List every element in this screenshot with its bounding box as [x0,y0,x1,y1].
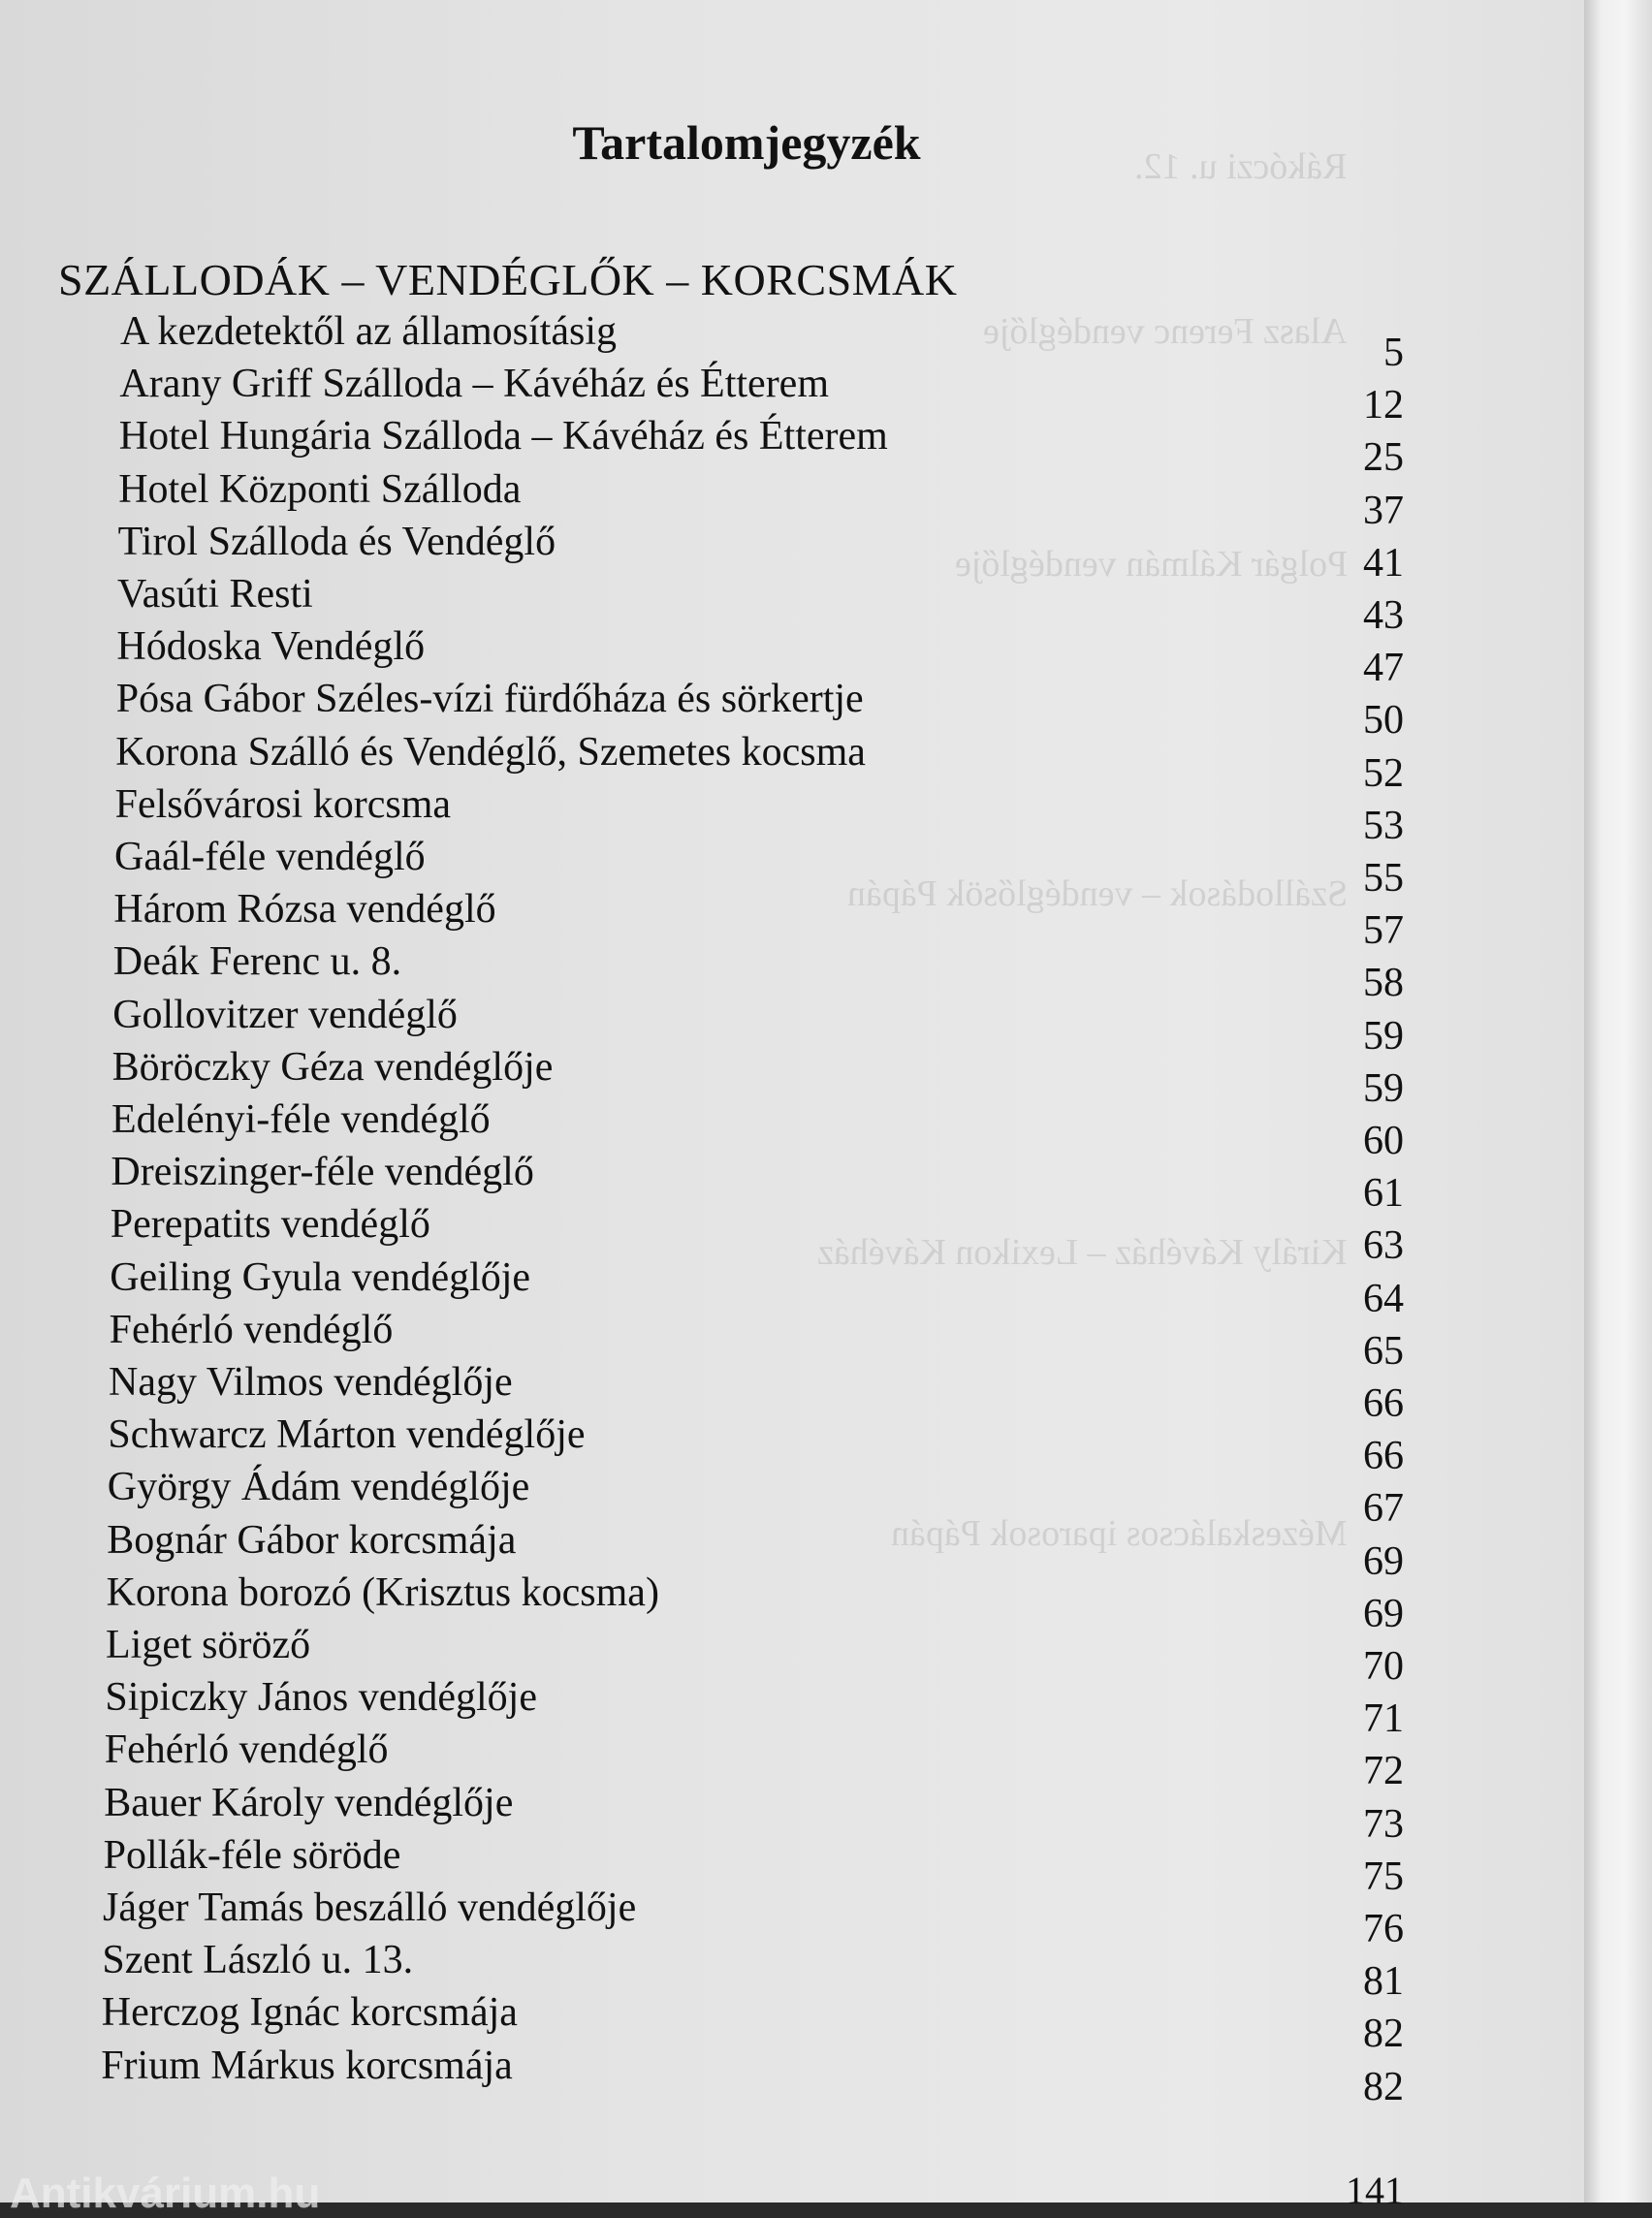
toc-entry-page: 70 [1363,1644,1404,1689]
toc-entry-page: 47 [1363,646,1404,691]
toc-entry-title: György Ádám vendéglője [107,1465,530,1510]
bleed-through-text: Alasz Ferenc vendéglője [983,311,1348,352]
toc-entry-page: 59 [1363,1013,1404,1059]
toc-entry-page: 60 [1363,1119,1404,1163]
toc-entry-page: 65 [1363,1328,1404,1374]
toc-entry-page: 66 [1363,1381,1404,1426]
toc-entry-page: 76 [1363,1907,1404,1951]
toc-entry-title: Schwarcz Márton vendéglője [108,1412,586,1458]
toc-entry-page: 52 [1363,750,1404,796]
toc-entry-page: 12 [1363,383,1404,428]
bleed-through-text: Király Kávéház – Lexikon Kávéház [817,1232,1348,1273]
toc-entry-title: Felsővárosi korcsma [114,781,452,827]
toc-entry-title: Edelényi-féle vendéglő [111,1097,491,1142]
toc-entry-page: 61 [1363,1171,1404,1217]
toc-entry-page: 63 [1363,1223,1404,1269]
toc-entry-title: Liget söröző [106,1623,311,1667]
toc-entry-title: Korona borozó (Krisztus kocsma) [106,1569,659,1615]
toc-entry-title: Szent László u. 13. [102,1938,414,1983]
toc-entry-title: Három Rózsa vendéglő [113,887,496,933]
toc-entry-title: Bauer Károly vendéglője [104,1780,514,1825]
toc-entry-page: 58 [1363,961,1404,1006]
toc-entry-title: Hódoska Vendéglő [116,624,426,670]
page-edge [1584,0,1652,2202]
toc-entry-title: Perepatits vendéglő [110,1202,430,1248]
toc-entry-page: 41 [1363,540,1404,586]
bleed-through-text: Rákóczi u. 12. [1134,146,1348,187]
toc-entry-page: 71 [1363,1696,1404,1742]
bleed-through-text: Polgár Kálmán vendéglője [954,544,1348,585]
toc-entry-page: 82 [1363,2064,1404,2109]
toc-entry-title: Vasúti Resti [117,572,313,617]
toc-entry-title: Dreiszinger-féle vendéglő [111,1150,534,1195]
toc-entry-page: 5 [1383,331,1404,375]
toc-entry-page: 69 [1363,1591,1404,1636]
toc-entry-title: Geiling Gyula vendéglője [110,1254,531,1300]
toc-entry-page: 43 [1363,593,1404,638]
toc-entry-page: 55 [1363,856,1404,901]
toc-entry-title: Pollák-féle söröde [103,1832,401,1878]
toc-entry-page: 82 [1363,2012,1404,2057]
toc-entry-title: Jáger Tamás beszálló vendéglője [103,1885,637,1930]
toc-entry-title: Tirol Szálloda és Vendéglő [117,519,556,564]
toc-entry-title: A kezdetektől az államosításig [120,309,617,354]
toc-entry-title: Arany Griff Szálloda – Kávéház és Étterem [119,362,829,407]
toc-entry-page: 37 [1363,488,1404,533]
toc-entry-page: 81 [1363,1959,1404,2005]
toc-entry-title: Korona Szálló és Vendéglő, Szemetes kocsma [115,729,866,775]
toc-entry-page: 64 [1363,1276,1404,1321]
page-number: 141 [1346,2169,1404,2212]
toc-entry-title: Pósa Gábor Széles-vízi fürdőháza és sörkertje [115,677,864,722]
toc-entry-title: Böröczky Géza vendéglője [111,1044,554,1090]
toc-entry-title: Gaál-féle vendéglő [114,835,426,879]
toc-entry-page: 73 [1363,1801,1404,1847]
toc-entry-page: 66 [1363,1434,1404,1479]
toc-entry-title: Deák Ferenc u. 8. [112,939,402,985]
toc-entry-page: 69 [1363,1538,1404,1584]
toc-entry-page: 67 [1363,1486,1404,1532]
page-title: Tartalomjegyzék [572,115,921,170]
toc-entry-title: Nagy Vilmos vendéglője [109,1360,513,1405]
toc-entry-page: 75 [1363,1854,1404,1899]
bleed-through-text: Mézeskalácsos iparosok Pápán [891,1513,1348,1554]
section-heading: SZÁLLODÁK – VENDÉGLŐK – KORCSMÁK [58,255,958,304]
toc-entry-page: 25 [1363,435,1404,481]
bleed-through-text: Szállodások – vendéglősök Pápán [846,873,1348,914]
toc-entry-title: Frium Márkus korcsmája [101,2043,513,2088]
toc-entry-title: Bognár Gábor korcsmája [107,1517,517,1563]
toc-entry-page: 72 [1363,1749,1404,1794]
watermark: Antikvárium.hu [10,2170,321,2217]
toc-entry-title: Fehérló vendéglő [109,1307,394,1352]
toc-entry-page: 59 [1363,1065,1404,1111]
toc-entry-page: 50 [1363,698,1404,744]
toc-entry-title: Fehérló vendéglő [104,1727,389,1773]
toc-entry-title: Herczog Ignác korcsmája [101,1990,518,2036]
toc-entry-title: Gollovitzer vendéglő [112,992,458,1037]
toc-entry-title: Hotel Központi Szálloda [118,466,522,512]
toc-entry-title: Hotel Hungária Szálloda – Kávéház és Étterem [118,414,888,459]
toc-entry-page: 57 [1363,908,1404,954]
toc-entry-title: Sipiczky János vendéglője [105,1675,537,1721]
toc-entry-page: 53 [1363,803,1404,848]
